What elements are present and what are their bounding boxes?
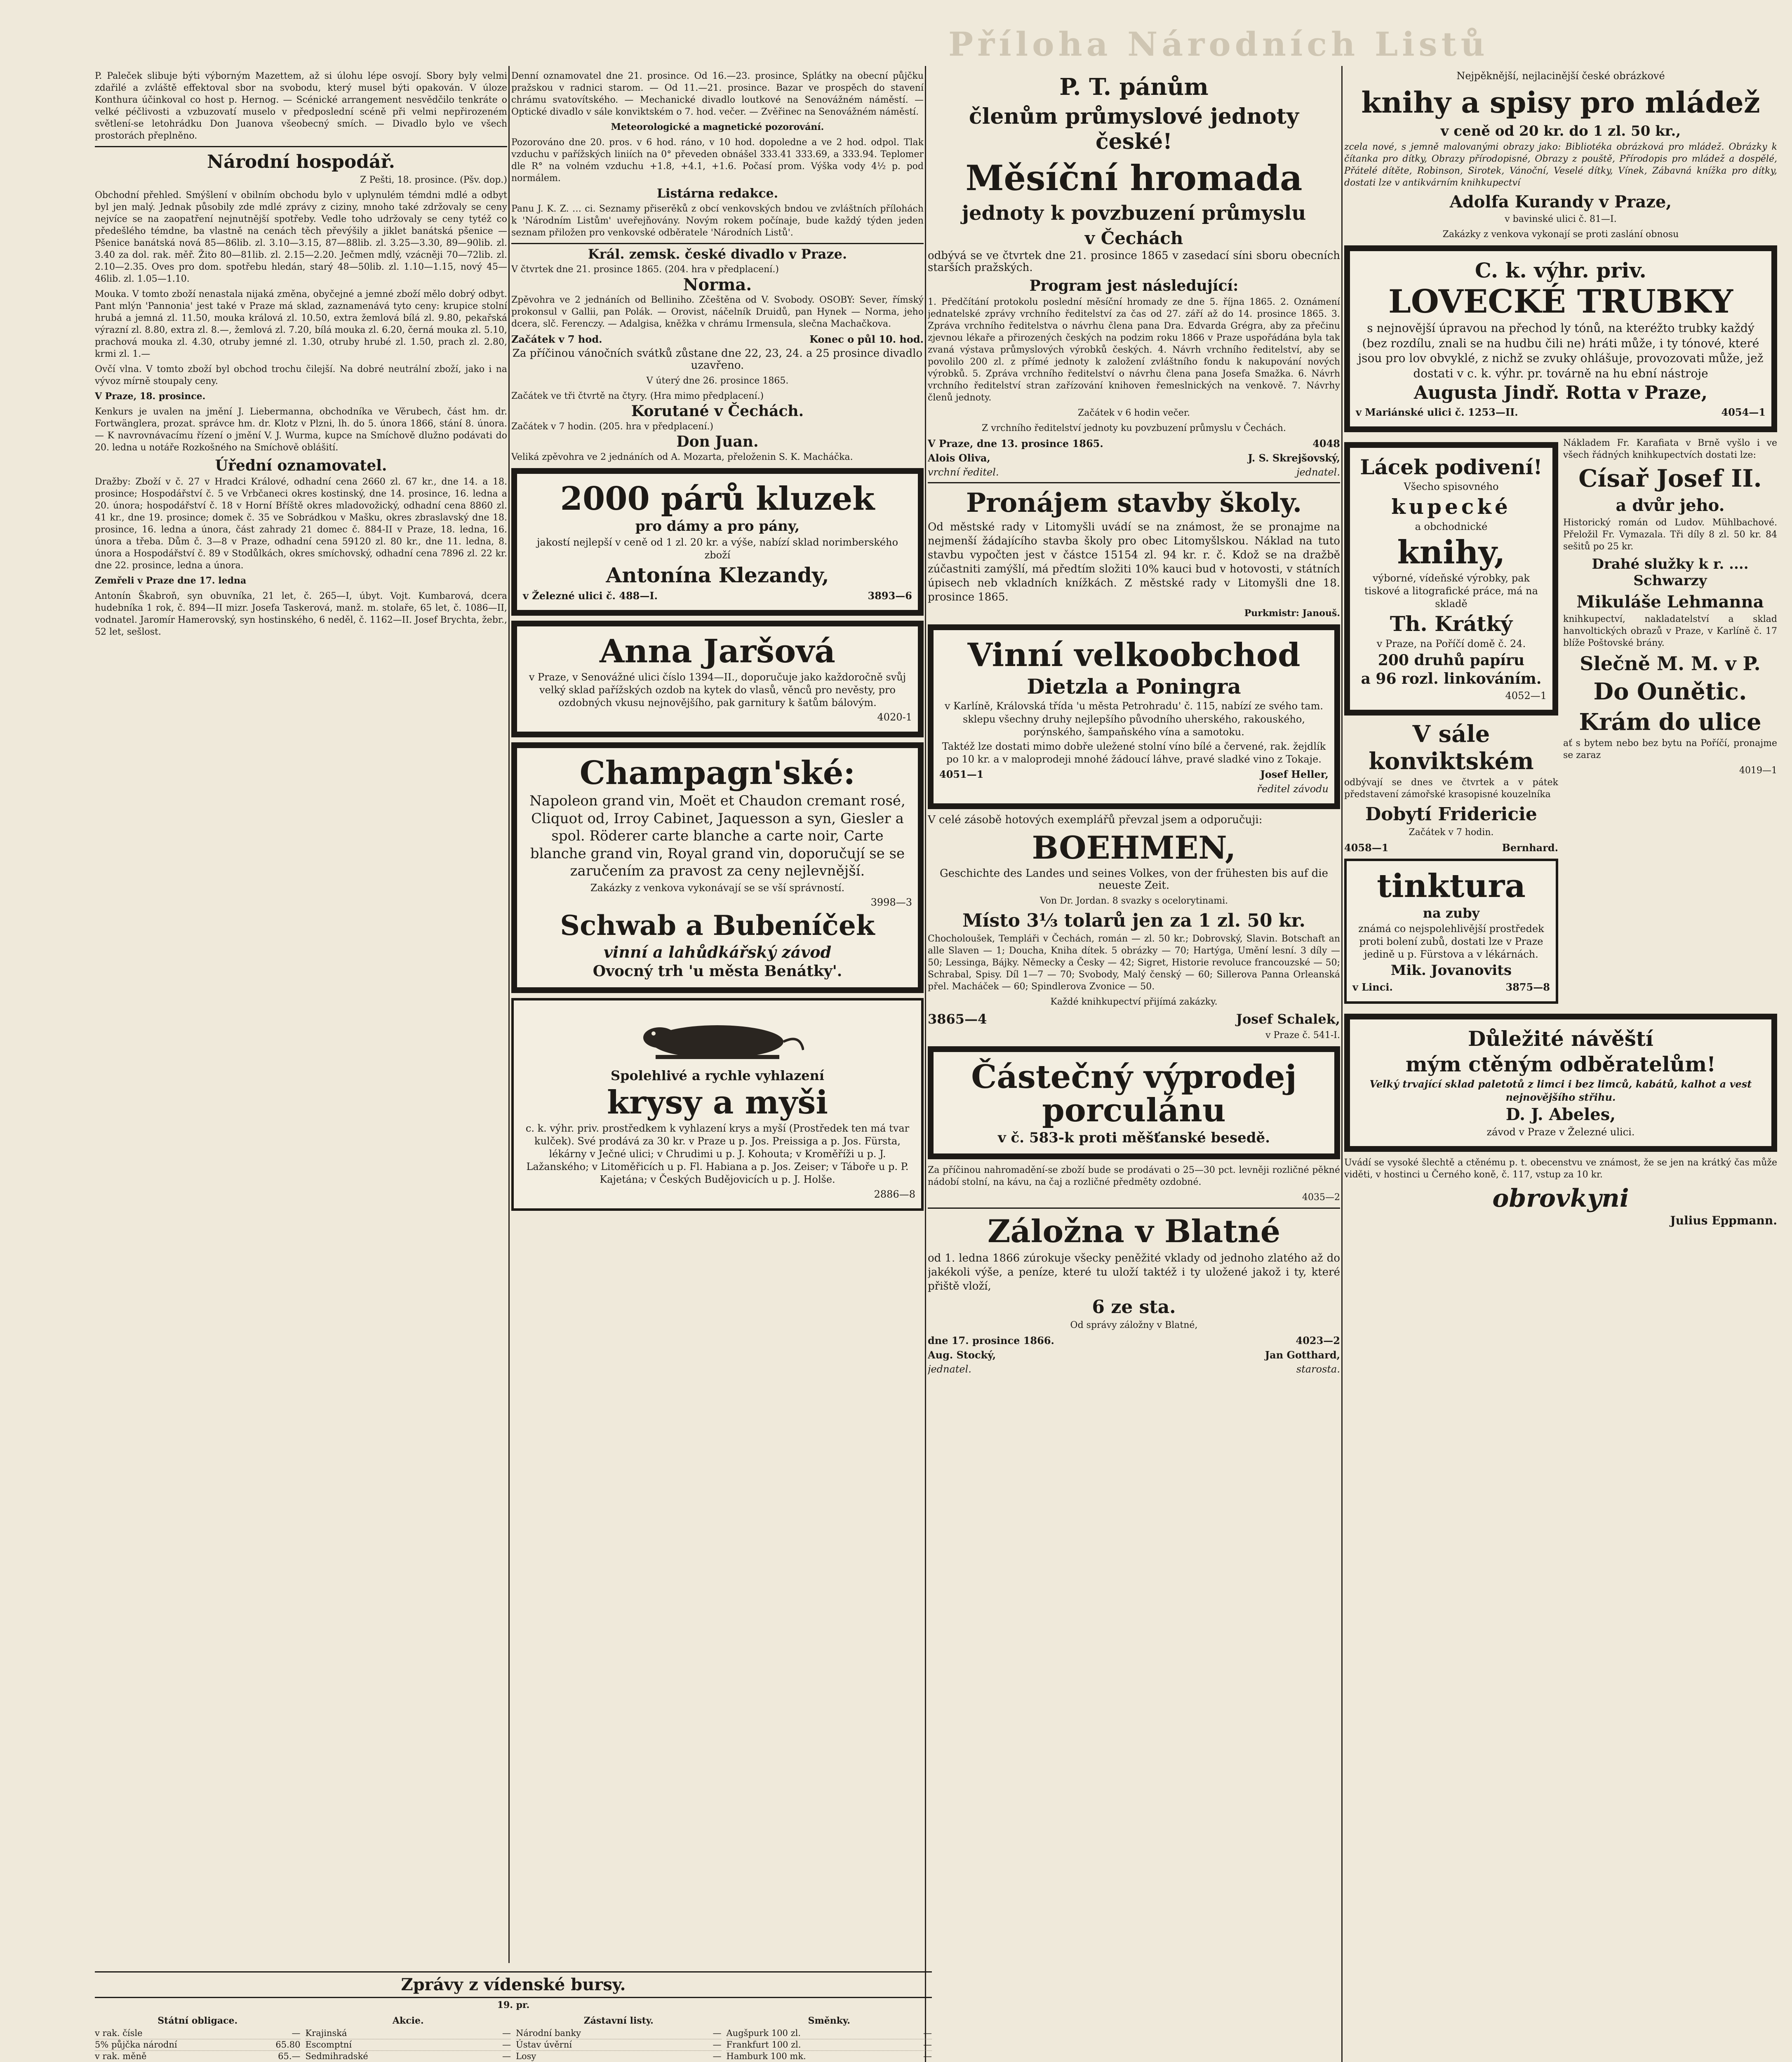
bursa-row-value: — [923, 2040, 932, 2050]
ad-jarsova [511, 621, 924, 737]
bursa-row-label: Escomptní [305, 2040, 352, 2050]
signer-left: Alois Oliva, [928, 452, 990, 464]
official-notices-title: Úřední oznamovatel. [215, 457, 387, 474]
boehmen-no: 3865—4 [928, 1011, 987, 1027]
ad-vinni [928, 624, 1340, 809]
ad-kluzek-addr: v Železné ulici č. 488—I. [523, 589, 658, 602]
cisar-intro: Nákladem Fr. Karafiata v Brně vyšlo i ve všech řádných knihkupectvích dostati lze: [1563, 438, 1777, 460]
knihy-name: Adolfa Kurandy v Praze, [1449, 192, 1672, 212]
bursa-col-head: Akcie. [392, 2015, 424, 2026]
boehmen-price: Místo 3⅓ tolarů jen za 1 zl. 50 kr. [962, 910, 1305, 931]
rat-illustration-icon [631, 1009, 804, 1062]
zalozna-sign-right: Jan Gotthard, [1265, 1349, 1340, 1361]
signer-left-role: vrchní ředitel. [928, 466, 999, 478]
ounetic-title: Do Ounětic. [1593, 678, 1747, 705]
zalozna-sign-left: Aug. Stocký, [928, 1349, 996, 1361]
end-time: Konec o půl 10. hod. [809, 333, 924, 345]
deaths-list: Antonín Škabroň, syn obuvníka, 21 let, č. 265—I, úbyt. Vojt. Kumbarová, dcera hudebníka 1 rok, č. 894—II mizr. Josefa Taskerová, manž. m. stolaře, 65 let, č. 1086—II, vodnatel. Jaromír Hamerovský, syn hostinského, 6 neděl, č. 1162—II. Josef Brychta, žebr., 52 let, sešlost. [95, 591, 507, 637]
two-column-ads [1344, 437, 1777, 1009]
section-title-economy: Národní hospodář. [207, 151, 395, 172]
theatre-date: V čtvrtek dne 21. prosince 1865. (204. hra v předplacení.) [511, 264, 779, 275]
ad-jarsova-no: 4020-1 [877, 711, 912, 723]
performance-start-2: Začátek v 7 hodin. (205. hra v předplacení.) [511, 421, 713, 432]
bursa-row [516, 2028, 722, 2039]
ad-lacek-a: a obchodnické [1415, 520, 1488, 532]
zalozna-text: od 1. ledna 1866 zúrokuje všecky peněžité vklady od jednoho zlatého až do jakékoli výše, a peníze, které tu uloží taktéž i ty uložené jakož i ty, které přiště vloží, [928, 1252, 1340, 1293]
program-list: 1. Předčítání protokolu poslední měsíční hromady ze dne 5. října 1865. 2. Oznámení jednatelské zprávy vrchního ředitelství za čas od 27. září až do 14. prosince 1865. 3. Zpráva vrchního ředitelstva o návrhu člena pana Dra. Edvarda Grégra, aby za přečinu zjevnou lékaře a přirozených českých na podzim roku 1866 v Praze uspořádána byla tak zvaná výstava průmyslových výrobků českých. 4. Návrh vrchního ředitelství, aby se povolilo 200 zl. z přímé jednoty k založení zvláštního fondu k nakupování nových výrobků. 5. Zpráva vrchního ředitelství o návrhu člena pana Josefa Smažka. 6. Návrh vrchního ředitelství stran zařízování knihoven řemeslnických na venkově. 7. Návrhy členů jednoty. [928, 297, 1340, 403]
ad-lacek-no: 4052—1 [1505, 690, 1547, 701]
bursa-row [727, 2051, 932, 2062]
konvikt-text: odbývají se dnes ve čtvrtek a v pátek představení zámořské krasopisné kouzelníka [1344, 777, 1558, 800]
ad-porculan-addr: v č. 583-k proti měšťanské besedě. [997, 1130, 1270, 1146]
kram-title: Krám do ulice [1579, 708, 1761, 736]
ad-kluzek-title: 2000 párů kluzek [560, 480, 875, 518]
deaths-title: Zemřeli v Praze dne 17. ledna [95, 575, 247, 586]
bursa-col-3 [516, 2014, 722, 2062]
ad-tinktura-text: známá co nejspolehlivější prostředek proti bolení zubů, dostati lze v Praze jedině u p. Fürstova a v lékárnách. [1358, 923, 1544, 960]
bursa-row [95, 2028, 301, 2039]
ad-trubky-priv: C. k. výhr. priv. [1475, 258, 1646, 282]
obrovkyni-title: obrovkyni [1492, 1184, 1629, 1213]
knihy-addr: v bavinské ulici č. 81—I. [1505, 214, 1617, 224]
bursa-row-value: — [713, 2028, 722, 2038]
ad-rat-title: Spolehlivé a rychle vyhlazení [610, 1067, 825, 1083]
bursa-row-label: v rak. měně [95, 2051, 147, 2061]
porculan-no: 4035—2 [1302, 1192, 1340, 1203]
divider [928, 482, 1340, 483]
bursa-row [727, 2039, 932, 2051]
obrovkyni-sign: Julius Eppmann. [1670, 1213, 1777, 1227]
bursa-title: Zprávy z vídenské bursy. [95, 1971, 932, 1998]
ad-dulezite [1344, 1014, 1777, 1152]
ads-left [1344, 437, 1558, 1009]
porculan-text: Za příčinou nahromadění-se zboží bude se prodávati o 25—30 pct. levněji rozličné pěkné nádobí stolní, na kávu, na čaj a rozličné předměty ozdobné. [928, 1165, 1340, 1188]
ad-schwab-addr: Ovocný trh 'u města Benátky'. [593, 962, 842, 980]
bursa-row [727, 2028, 932, 2039]
ad-tinktura-addr: v Linci. [1352, 981, 1393, 993]
zalozna-role-right: starosta. [1296, 1363, 1340, 1375]
ad-kluzek-sub: pro dámy a pro pány, [635, 518, 800, 534]
theatre-title: Král. zemsk. české divadlo v Praze. [588, 246, 847, 262]
ad-lacek-papir: 200 druhů papíru [1378, 652, 1525, 669]
holiday-notice: Za příčinou vánočních svátků zůstane dne 22, 23, 24. a 25 prosince divadlo uzavřeno. [512, 347, 923, 372]
praha-dateline: V Praze, 18. prosince. [95, 391, 206, 402]
official-notices: Dražby: Zboží v č. 27 v Hradci Králové, odhadní cena 2660 zl. 67 kr., dne 14. a 18. prosince; Hospodářství č. 5 ve Vrbčaneci okres kostinský, dne 14. prosince, 16. ledna a 20. února; hospodářství č. 18 v Horní Bříště okres mladovožický, odhadní cena 8860 zl. 41 kr., dne 19. prosince; domek č. 35 ve Sobrádkou v Mašku, okres zbraslavský dne 18. prosince, 16. ledna a února, část zahrady 21 domec č. 884-II v Praze, 18. ledna, 16. února a třeba. Dům č. 3—8 v Praze, odhadní cena 59120 zl. 80 kr., dne 11. ledna, 8. února a Hospodářství č. 89 v Stodůlkách, okres smíchovský, odhadní cena 7896 zl. 22 kr. dne 22. prosince, ledna a února. [95, 477, 507, 571]
column-4 [1344, 70, 1777, 2062]
ad-vinni-name: Dietzla a Poningra [1027, 674, 1241, 699]
ad-lacek-title: Lácek podivení! [1360, 454, 1543, 479]
hromada-text: odbývá se ve čtvrtek dne 21. prosince 1865 v zasedací síni sboru obecních starších pražských. [928, 250, 1340, 274]
praha-report: Kenkurs je uvalen na jmění J. Liebermanna, obchodníka ve Věrubech, část hm. dr. Fortwänglera, prozat. správce hm. dr. Klotz v Plzni, lh. do 5. února 1866, stání 8. února. — K navrovnávacímu řízení o jmění V. J. Wurma, kupce na Smíchově dlužno podávati do 20. ledna u notáře Rozkošného na Smíchově oblášití. [95, 407, 507, 453]
konvikt-no: 4058—1 [1344, 842, 1389, 854]
ad-vinni-sign: Josef Heller, [1260, 768, 1329, 781]
bursa-row [95, 2039, 301, 2051]
bursa-row [516, 2039, 722, 2051]
zalozna-rate: 6 ze sta. [1092, 1297, 1176, 1318]
zalozna-no: 4023—2 [1296, 1335, 1340, 1347]
listarna-text: Panu J. K. Z. … ci. Seznamy přiserěků z obcí venkovských bndou ve zvláštních přílohách k 'Národním Listům' uveřejňovány. Novým rokem počínaje, bude každý týden jeden seznam přiložen pro venkovské odběratele 'Národních Listů'. [511, 204, 924, 238]
kram-text: ať s bytem nebo bez bytu na Poříčí, pronajme se zaraz [1563, 738, 1777, 760]
ad-dulezite-title: Důležité návěští [1467, 1026, 1654, 1051]
ad-rat-poison [511, 998, 924, 1211]
notice-header: P. T. pánům [1059, 73, 1209, 101]
meteo-title: Meteorologické a magnetické pozorování. [611, 122, 824, 132]
divider [511, 243, 924, 244]
divider [928, 1208, 1340, 1209]
slecne-title: Slečně M. M. v P. [1580, 652, 1761, 675]
boehmen-addr: v Praze č. 541-I. [1265, 1030, 1340, 1040]
bursa-row [516, 2051, 722, 2062]
pronajem-text: Od městské rady v Litomyšli uvádí se na známost, že se pronajme na nejmenší žádajícího stavba školy pro obec Litomyšlskou. Náklad na tuto stavbu vypočten jest v částce 15154 zl. 94 kr. r. č. Kdož se na dražbě zúčastniti zamýšlí, má předtím složiti 10% kauci bud v hotovosti, v státních úpisech neb vkladních knížkách. Z městské rady v Litomyšli dne 18. prosince 1865. [928, 521, 1340, 603]
wool-report: Ovčí vlna. V tomto zboží byl obchod trochu čilejší. Na dobré neutrální zboží, jako i na vývoz mírně stoupaly ceny. [95, 364, 507, 386]
ad-lacek-addr: v Praze, na Poříčí domě č. 24. [1376, 638, 1526, 650]
ad-trubky-addr: v Mariánské ulici č. 1253—II. [1356, 406, 1518, 418]
konvikt-sign: Bernhard. [1502, 842, 1558, 854]
ad-dulezite-role: závod v Praze v Železné ulici. [1486, 1126, 1635, 1138]
ad-rat-text: c. k. výhr. priv. prostředkem k vyhlazení krys a myší (Prostředek ten má tvar kulček). Své prodává za 30 kr. v Praze u p. Jos. Preissiga a p. Jos. Fürsta, lékárny v Ječné ulici; v Chrudimi u p. J. Kohouta; v Kroměříži u p. J. Lažanského; v Litoměřicích u p. Fl. Habiana a p. Jos. Zeiser; v Táboře u p. P. Kajetána; v Českých Budějovicích u p. J. Holše. [525, 1122, 910, 1186]
ad-kluzek-text: jakostí nejlepší v ceně od 1 zl. 20 kr. a výše, nabízí sklad norimberského zboží [536, 536, 898, 561]
program-start: Začátek v 6 hodin večer. [1077, 408, 1190, 418]
divider [95, 146, 507, 147]
bursa-col-1 [95, 2014, 301, 2062]
notice-header-sub: členům průmyslové jednoty české! [969, 104, 1299, 154]
opera-korutane: Korutané v Čechách. [631, 403, 804, 420]
ad-trubky-no: 4054—1 [1721, 406, 1766, 418]
meteo-report: Pozorováno dne 20. pros. v 6 hod. ráno, v 10 hod. dopoledne a ve 2 hod. odpol. Tlak vzduchu v pařížských liniích na 0° převeden obnášel 333.41 333.69, a 333.94. Teplomer dle R° na volném vzduchu +1.8, +4.1, +1.6. Počasí prom. Výška vody 4½ p. pod normálem. [511, 137, 924, 184]
hromada-place: v Čechách [1084, 228, 1183, 248]
cisar-sub: a dvůr jeho. [1616, 495, 1725, 515]
ad-vinni-role: ředitel závodu [1257, 783, 1329, 795]
bursa-date: 19. pr. [497, 2000, 530, 2010]
cisar-title: Císař Josef II. [1578, 464, 1762, 492]
ad-lacek [1344, 442, 1558, 716]
bursa-row-label: Augšpurk 100 zl. [726, 2028, 801, 2038]
start-time: Začátek v 7 hod. [511, 333, 602, 345]
ad-champagne [511, 742, 924, 993]
dateline: Z Pešti, 18. prosince. (Pšv. dop.) [360, 175, 507, 185]
cisar-text: Historický román od Ludov. Mühlbachové. Přeložil Fr. Vymazala. Tři díly 8 zl. 50 kr. 84 sešitů po 25 kr. [1563, 517, 1777, 552]
signer-right-role: jednatel. [1296, 466, 1340, 478]
lehmann-text: knihkupectví, nakladatelství a sklad hanvoltických obrazů v Praze, v Karlíně č. 17 blíže Poštovské brány. [1563, 614, 1777, 648]
opera-norma: Norma. [683, 275, 752, 294]
boehmen-sign: Josef Schalek, [1236, 1011, 1340, 1027]
ad-kluzek [511, 468, 924, 616]
ad-vinni-text: v Karlíně, Královská třída 'u města Petrohradu' č. 115, nabízí ze svého tam. sklepu všechny druhy nejlepšího původního uherského, rakouského, porýnského, šampaňského vína a samotoku. [944, 700, 1324, 738]
ad-champagne-no: 3998—3 [870, 897, 912, 909]
performance-times [511, 333, 924, 345]
ad-schwab-name: Schwab a Bubeníček [560, 909, 875, 942]
bursa-row-label: 5% půjčka národní [95, 2040, 177, 2050]
hromada-title: Měsíční hromada [965, 158, 1303, 198]
column-2 [511, 70, 924, 1963]
ad-rat-no: 2886—8 [874, 1188, 915, 1200]
ad-vinni-no: 4051—1 [939, 768, 984, 781]
konvikt-name: Dobytí Fridericie [1365, 804, 1537, 825]
program-date: V Praze, dne 13. prosince 1865. [928, 438, 1103, 450]
zalozna-from: Od správy záložny v Blatné, [1070, 1320, 1198, 1331]
flour-report: Mouka. V tomto zboží nenastala nijaká změna, obyčejné a jemné zboží mělo dobrý odbyt. Pant mlýn 'Pannonia' jest také v Praze má sklad, zaznamenává tyto ceny: krupice stolní hrubá a jemná zl. 11.50, mouka králová zl. 10.50, extra žemlová bílá zl. 9.80, pekařská výrazní zl. 8.80, extra zl. 8.—, žemlová zl. 7.20, bílá mouka zl. 6.20, černá mouka zl. 5.10, prachová mouka zl. 4.30, otruby jemné zl. 1.30, otruby hrubé zl. 1.50, prach zl. 2.80, krmi zl. 1.— [95, 289, 507, 359]
bursa-col-2 [306, 2014, 511, 2062]
bursa-row-value: — [923, 2051, 932, 2061]
performance-date: V úterý dne 26. prosince 1865. [646, 376, 789, 386]
bursa-row-value: 65.— [278, 2051, 301, 2061]
ad-trubky [1344, 245, 1777, 432]
kram-no: 4019—1 [1739, 765, 1777, 776]
bursa-row-value: — [502, 2028, 511, 2038]
ad-jarsova-text: v Praze, v Senovážné ulici číslo 1394—II., doporučuje jako každoročně svůj velký sklad pařížských ozdob na kytek do vlasů, věnců pro nevěsty, pro ozdobných vkusu nejnovějšího, pak garnitury k šatům bálovým. [529, 671, 906, 709]
bursa-row-value: — [292, 2028, 301, 2038]
ad-vinni-text2: Taktéž lze dostati mimo dobře uležené stolní víno bílé a červené, rak. žejdlík po 10 kr. a v maloprodeji mnohé žádoucí láhve, pravé sladké vino z Tokaje. [942, 740, 1326, 765]
ad-trubky-title: LOVECKÉ TRUBKY [1388, 282, 1733, 320]
ad-champagne-note: Zakázky z venkova vykonávají se se vší správností. [590, 882, 845, 894]
boehmen-note: Každé knihkupectví přijímá zakázky. [1050, 996, 1218, 1007]
bursa-col-head: Zástavní listy. [583, 2015, 654, 2026]
knihy-note: Zakázky z venkova vykonají se proti zaslání obnosu [1442, 229, 1679, 240]
zalozna-title: Záložna v Blatné [987, 1213, 1281, 1250]
column-rule [508, 66, 510, 1963]
ad-tinktura-title: tinktura [1377, 867, 1526, 905]
bursa-row [306, 2039, 511, 2051]
ad-tinktura-sub: na zuby [1423, 905, 1480, 921]
boehmen-sub: Geschichte des Landes und seines Volkes, von der frühesten bis auf die neueste Zeit. [939, 867, 1329, 892]
boehmen-title: BOEHMEN, [1032, 829, 1236, 866]
ad-tinktura [1344, 859, 1558, 1004]
ad-schwab-sub: vinní a lahůdkářský závod [603, 942, 832, 961]
program-title: Program jest následující: [1029, 277, 1239, 294]
daily-notices: Denní oznamovatel dne 21. prosince. Od 16.—23. prosince, Splátky na obecní půjčku pražskou v radnici starom. — Od 11.—21. prosince. Bazar ve prospěch do stavení chrámu svatovítského. — Mechanické divadlo loutkové na Senovážném náměstí. — Optické divadlo v sále konviktském o 7. hod. večer. — Zvěřinec na Senovážném náměstí. [511, 71, 924, 117]
ad-tinktura-name: Mik. Jovanovits [1390, 962, 1512, 979]
hromada-sub: jednoty k povzbuzení průmyslu [962, 202, 1306, 225]
ad-lacek-kupec: kupecké [1391, 494, 1511, 519]
ad-lacek-knihy: knihy, [1397, 533, 1505, 571]
ad-lacek-sub: Všecho spisovného [1404, 481, 1499, 493]
knihy-text: zcela nové, s jemně malovanými obrazy jako: Bibliotéka obrázková pro mládež. Obrázky k čítanka pro dítky, Obrazy přírodopisné, Obrazy z pouště, Přírodopis pro mládež a dospělé, Přátelé dítěte, Robinson, Sirotek, Vánoční, Veselé dítky, Vínek, Zábavná knížka pro dítky, dostati lze v antikvárním knihkupectví [1344, 142, 1777, 188]
ad-lacek-name: Th. Krátký [1390, 612, 1513, 636]
ad-lacek-text: výborné, vídeňské výrobky, pak tiskové a litografické práce, má na skladě [1364, 572, 1538, 610]
bursa-row-label: Hamburk 100 mk. [726, 2051, 806, 2061]
market-report: Obchodní přehled. Smýšlení v obilním obchodu bylo v uplynulém témdni mdlé a odbyt byl jen malý. Jednak působily zde mdlé zprávy z ciziny, mnoho také zdržovaly se ceny nejvíce se na zaopatření nejnutnější spotřeby. Vedle toho udržovaly se ceny tytéž co předešlého témdne, ba vlastně na cenách těch převýšily a jiklet banátská pšenice — Pšenice banátská nová 85—86lib. zl. 3.10—3.15, 87—88lib. zl. 3.25—3.30, 89—90lib. zl. 3.40 za dol. rak. měř. Žito 80—81lib. zl. 2.15—2.20. Ječmen mdlý, vzácněji 70—72lib. zl. 2.10—2.35. Oves pro dom. spotřebu hledán, starý 48—50lib. zl. 1.10—1.15, nový 45—46lib. zl. 1.05—1.10. [95, 190, 507, 284]
column-rule [925, 66, 926, 2062]
opera-norma-desc: Zpěvohra ve 2 jednáních od Belliniho. Zčeštěna od V. Svobody. OSOBY: Sever, římský prokonsul v Gallii, pan Polák. — Orovist, náčelník Druidů, pan Hynek — Norma, jeho dcera, slč. Ferenczy. — Adalgisa, kněžka v chrámu Irmensula, slečna Machačkova. [511, 295, 924, 329]
ads-right [1563, 437, 1777, 1009]
bursa-row [306, 2028, 511, 2039]
bursa-row-value: — [923, 2028, 932, 2038]
ad-dulezite-text: Velký trvající sklad paletotů z limci i bez limců, kabátů, kalhot a vest nejnovějšího střihu. [1369, 1078, 1752, 1103]
boehmen-author: Von Dr. Jordan. 8 svazky s ocelorytinami. [1039, 895, 1228, 906]
knihy-header: Nejpěknější, nejlacinější české obrázkové [1456, 70, 1665, 82]
bursa-row-label: Sedmihradské [305, 2051, 368, 2061]
obrovkyni-text: Uvádí se vysoké šlechtě a ctěnému p. t. obecenstvu ve známost, že se jen na krátký čas může viděti, v hostinci u Černého koně, č. 117, vstup za 10 kr. [1344, 1157, 1777, 1180]
bursa-row-label: Ústav úvěrní [516, 2040, 572, 2050]
bursa-row-label: v rak. čísle [95, 2028, 143, 2038]
theatre-review: P. Paleček slibuje býti výborným Mazettem, až si úlohu lépe osvojí. Sbory byly velmi zdařilé a zvláště effektoval sbor na svobodu, který musel býti opakován. V úloze Konthura účinkoval co host p. Hernog. — Scénické arrangement nesvědčilo tenkráte o velké péčlivosti a vzbuzovatí muselo v předposlední scéně při velmi nepřirozeném světlení-se letohrádku Don Juanova všeobecný smích. — Divadlo bylo ve všech prostorách přeplněno. [95, 71, 507, 141]
ad-champagne-title: Champagn'ské: [579, 754, 856, 792]
signer-right: J. S. Skrejšovský, [1248, 452, 1340, 464]
bursa-row [306, 2051, 511, 2062]
program-no: 4048 [1312, 438, 1340, 450]
lehmann-title: Mikuláše Lehmanna [1576, 592, 1764, 612]
knihy-price: v ceně od 20 kr. do 1 zl. 50 kr., [1440, 123, 1681, 139]
ad-trubky-text: s nejnovější úpravou na přechod ly tónů, na kteréžto trubky každý (bez rozdílu, znali se na hudbu čili ne) hráti může, i ty tónové, které jsou pro lov obvyklé, z nichž se zvuky ohlášuje, provozovati může, jež dostati v c. k. výhr. pr. továrně na hu ební nástroje [1358, 321, 1764, 380]
zalozna-date: dne 17. prosince 1866. [928, 1335, 1054, 1347]
bursa-row-label: Losy [516, 2051, 536, 2061]
ad-vinni-title: Vinní velkoobchod [967, 636, 1300, 674]
ad-kluzek-name: Antonína Klezandy, [606, 563, 829, 588]
ad-trubky-name: Augusta Jindř. Rotta v Praze, [1413, 382, 1708, 403]
bursa-row [95, 2051, 301, 2062]
program-sign-text: Z vrchního ředitelství jednoty ku povzbuzení průmyslu v Čechách. [982, 423, 1286, 433]
opera-don-juan: Don Juan. [676, 433, 759, 450]
bursa-row-label: Krajinská [305, 2028, 347, 2038]
konvikt-start: Začátek v 7 hodin. [1409, 827, 1494, 838]
boehmen-list: Chocholoušek, Templáři v Čechách, román — zl. 50 kr.; Dobrovský, Slavin. Botschaft an alle Slaven — 1; Doucha, Kniha dítek. 5 obrázky — 70; Hartýga, Umění lesní. 3 díly — 50; Lessinga, Bájky. Německy a Česky — 42; Sigret, Historie revoluce francouzské — 50; Schrabal, Spisy. Díl 1—7 — 70; Svobody, Malý čenský — 60; Sillerova Panna Orleanská přel. Macháček — 60; Spindlerova Zvonice — 50. [928, 933, 1340, 992]
ad-dulezite-sign: D. J. Abeles, [1505, 1104, 1616, 1124]
bursa-row-value: — [713, 2040, 722, 2050]
column-3 [928, 70, 1340, 2062]
watermark-text: Příloha Národních Listů [948, 25, 1489, 64]
bursa-row-value: — [502, 2051, 511, 2061]
bursa-row-value: — [713, 2051, 722, 2061]
konvikt-title: V sále konviktském [1369, 720, 1534, 775]
ad-champagne-text: Napoleon grand vin, Moët et Chaudon cremant rosé, Cliquot od, Irroy Cabinet, Jaquesson a syn, Giesler a spol. Röderer carte blanche a carte noir, Carte blanche grand vin, Royal grand vin, doporučují se se zaručením za pravost za ceny nejlevnější. [529, 793, 905, 880]
bursa-row-label: Frankfurt 100 zl. [726, 2040, 801, 2050]
performance-start: Začátek ve tři čtvrtě na čtyry. (Hra mimo předplacení.) [511, 391, 764, 401]
knihy-title: knihy a spisy pro mládež [1361, 85, 1760, 120]
zalozna-role-left: jednatel. [928, 1363, 971, 1375]
bursa-section [95, 1971, 932, 2062]
column-rule [1341, 66, 1343, 2062]
ad-jarsova-name: Anna Jaršová [600, 632, 835, 670]
bursa-row-value: 65.80 [275, 2040, 301, 2050]
bursa-grid [95, 2014, 932, 2062]
bursa-row-label: Národní banky [516, 2028, 581, 2038]
ad-lacek-papir2: a 96 rozl. linkováním. [1361, 670, 1542, 688]
bursa-col-head: Směnky. [808, 2015, 850, 2026]
column-1 [95, 70, 507, 1963]
bursa-col-head: Státní obligace. [158, 2015, 238, 2026]
bursa-col-4 [727, 2014, 932, 2062]
pronajem-sign: Purkmistr: Janouš. [1244, 608, 1340, 619]
ad-kluzek-no: 3893—6 [868, 589, 912, 602]
ad-porculan-title: Částečný výprodej porculánu [971, 1058, 1297, 1130]
ad-porculan [928, 1046, 1340, 1160]
boehmen-intro: V celé zásobě hotových exemplářů převzal jsem a odporučuji: [928, 813, 1263, 826]
ad-rat-big: krysy a myši [607, 1083, 828, 1121]
ad-tinktura-no: 3875—8 [1505, 981, 1550, 993]
listarna-title: Listárna redakce. [656, 186, 778, 201]
opera-don-juan-desc: Veliká zpěvohra ve 2 jednáních od A. Mozarta, přeloženin S. K. Macháčka. [511, 452, 853, 462]
bursa-row-value: — [502, 2040, 511, 2050]
ad-dulezite-sub: mým ctěným odběratelům! [1405, 1052, 1716, 1076]
pronajem-title: Pronájem stavby školy. [966, 487, 1302, 518]
mnichov-title: Drahé služky k r. .... Schwarzy [1592, 556, 1749, 589]
